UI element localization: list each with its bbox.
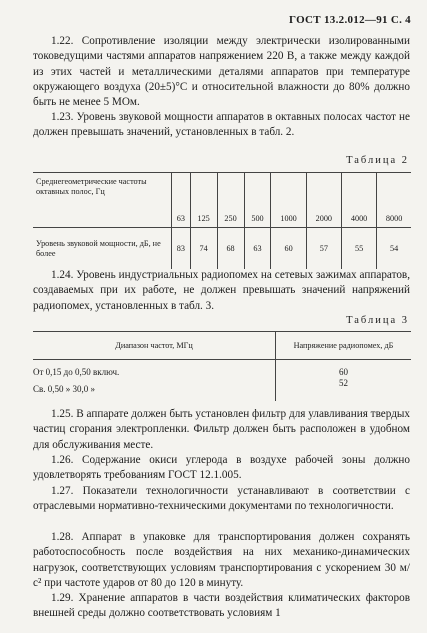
table-row (33, 173, 411, 228)
table-3-col2-header: Напряжение радиопомех, дБ (276, 332, 412, 360)
table-2 (33, 172, 411, 269)
table-row (33, 360, 411, 379)
table-cell: 68 (217, 228, 244, 270)
table-2-row1-label: Среднегеометрические частоты октавных полос, Гц (33, 173, 172, 228)
table-cell: 60 (271, 228, 306, 270)
table-2-row2-label: Уровень звуковой мощности, дБ, не более (36, 238, 161, 258)
table-cell: Св. 0,50 » 30,0 » (33, 384, 96, 394)
table-cell: 8000 (377, 173, 411, 228)
table-cell: 52 (276, 378, 412, 401)
table-3-col1-header: Диапазон частот, МГц (33, 332, 276, 360)
table-3 (33, 331, 411, 401)
table-cell: 63 (172, 173, 191, 228)
paragraph-1-26: 1.26. Содержание окиси углерода в воздухе рабочей зоны должно удовлетворять требованиям ГОСТ 12.1.005. (33, 454, 410, 482)
table-cell: 74 (190, 228, 217, 270)
page-header: ГОСТ 13.2.012—91 С. 4 (289, 14, 411, 26)
table-cell: 57 (306, 228, 341, 270)
table-cell: От 0,15 до 0,50 включ. (33, 367, 120, 377)
table-cell: 125 (190, 173, 217, 228)
table-cell: 55 (341, 228, 376, 270)
paragraph-1-22: 1.22. Сопротивление изоляции между электрически изолированными токоведущими частями аппаратов напряжением 220 В, а также между каждой из этих частей и металлическими деталями аппаратов при температуре окружающего воздуха (20±5)°С и относительной влажности до 80% должно быть не менее 5 МОм. (33, 35, 410, 109)
table-cell: 1000 (271, 173, 306, 228)
paragraph-1-29: 1.29. Хранение аппаратов в части воздействия климатических факторов внешней среды должно соответствовать условиям 1 (33, 592, 410, 620)
paragraph-1-23: 1.23. Уровень звуковой мощности аппаратов в октавных полосах частот не должен превышать значений, установленных в табл. 2. (33, 111, 410, 139)
table-cell: 2000 (306, 173, 341, 228)
table-cell: 4000 (341, 173, 376, 228)
table-row (33, 228, 411, 270)
table-cell: 63 (244, 228, 271, 270)
paragraph-1-28: 1.28. Аппарат в упаковке для транспортирования должен сохранять работоспособность после воздействия на них механико-динамических нагрузок, соответствующих условиям транспортирования с ускорением 30 м/с² при частоте ударов от 80 до 120 в минуту. (33, 531, 410, 589)
table-header-row (33, 332, 411, 360)
paragraph-1-27: 1.27. Показатели технологичности устанавливают в соответствии с отраслевыми нормативно-техническими документами по технологичности. (33, 485, 410, 513)
table-cell: 500 (244, 173, 271, 228)
table-row (33, 378, 411, 401)
table-3-caption: Таблица 3 (346, 315, 409, 326)
table-cell: 250 (217, 173, 244, 228)
table-cell: 60 (276, 360, 412, 379)
table-cell: 83 (172, 228, 191, 270)
paragraph-1-25: 1.25. В аппарате должен быть установлен фильтр для улавливания твердых частиц сгорания электропленки. Фильтр должен быть расположен в удобном для обслуживания месте. (33, 408, 410, 451)
paragraph-1-24: 1.24. Уровень индустриальных радиопомех на сетевых зажимах аппаратов, создаваемых при их работе, не должен превышать значений напряжений радиопомех, установленных в табл. 3. (33, 269, 410, 312)
table-cell: 54 (377, 228, 411, 270)
table-2-caption: Таблица 2 (346, 155, 409, 166)
